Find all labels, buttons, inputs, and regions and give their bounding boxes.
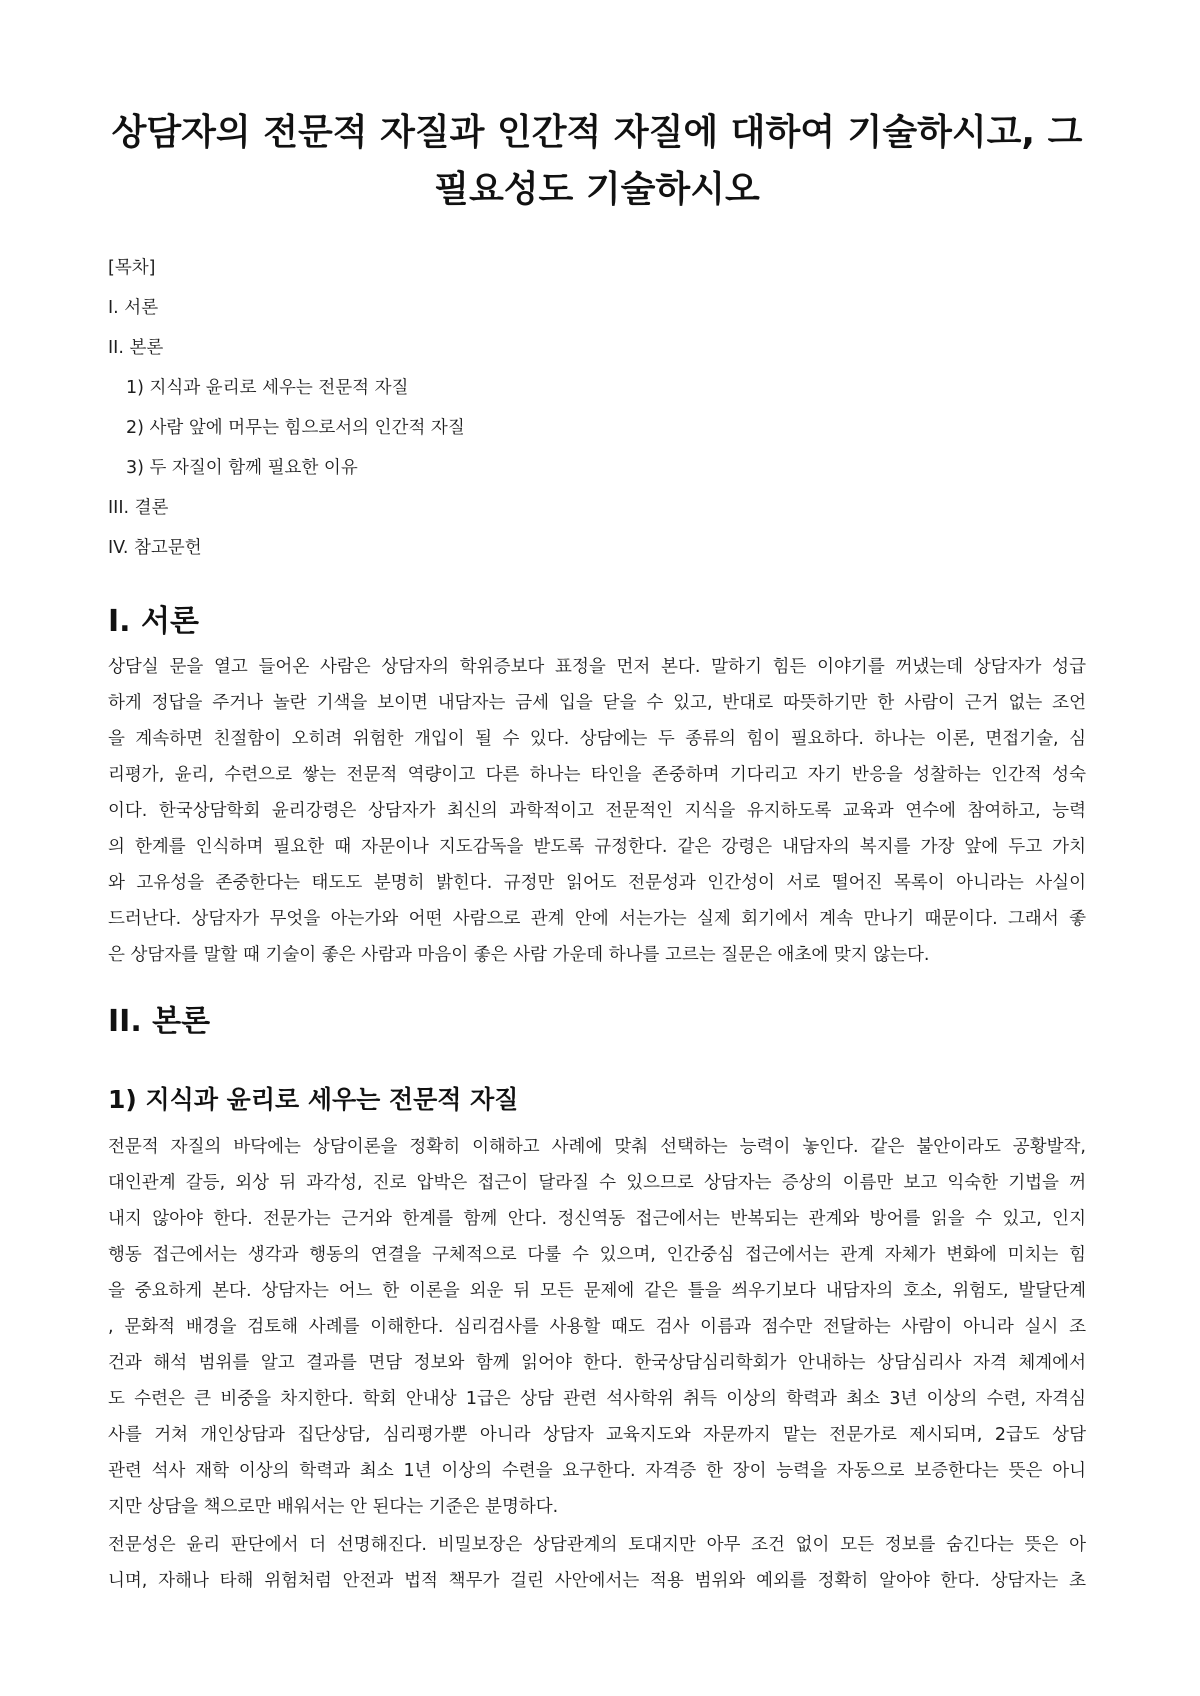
- paragraph: [108, 649, 1086, 973]
- toc-item: I. 서론: [108, 298, 159, 318]
- paragraph-line: 전문성은 윤리 판단에서 더 선명해진다. 비밀보장은 상담관계의 토대지만 아무 조건 없이 모든 정보를 숨긴다는 뜻은 아: [108, 1535, 1086, 1555]
- toc-subitem: 3) 두 자질이 함께 필요한 이유: [126, 458, 358, 478]
- document-content: [0, 104, 1200, 1599]
- paragraph-line: 전문적 자질의 바닥에는 상담이론을 정확히 이해하고 사례에 맞춰 선택하는 능력이 놓인다. 같은 불안이라도 공황발작,: [108, 1137, 1086, 1157]
- toc-item: II. 본론: [108, 338, 164, 358]
- section-heading-introduction: I. 서론: [108, 604, 199, 639]
- page-title: [108, 104, 1086, 218]
- paragraph-line: 상담실 문을 열고 들어온 사람은 상담자의 학위증보다 표정을 먼저 본다. 말하기 힘든 이야기를 꺼냈는데 상담자가 성급: [108, 657, 1086, 677]
- paragraph-line: 은 상담자를 말할 때 기술이 좋은 사람과 마음이 좋은 사람 가운데 하나를 고르는 질문은 애초에 맞지 않는다.: [108, 945, 930, 965]
- toc-subitem: 2) 사람 앞에 머무는 힘으로서의 인간적 자질: [126, 418, 465, 438]
- paragraph-line: 도 수련은 큰 비중을 차지한다. 학회 안내상 1급은 상담 관련 석사학위 취득 이상의 학력과 최소 3년 이상의 수련, 자격심: [108, 1389, 1086, 1409]
- paragraph: [108, 1527, 1086, 1599]
- paragraph-line: 행동 접근에서는 생각과 행동의 연결을 구체적으로 다룰 수 있으며, 인간중심 접근에서는 관계 자체가 변화에 미치는 힘: [108, 1245, 1086, 1265]
- section-heading-body: II. 본론: [108, 1004, 211, 1039]
- paragraph-line: 건과 해석 범위를 알고 결과를 면담 정보와 함께 읽어야 한다. 한국상담심리학회가 안내하는 상담심리사 자격 체계에서: [108, 1353, 1086, 1373]
- paragraph: [108, 1129, 1086, 1525]
- paragraph-line: 이다. 한국상담학회 윤리강령은 상담자가 최신의 과학적이고 전문적인 지식을 유지하도록 교육과 연수에 참여하고, 능력: [108, 801, 1086, 821]
- paragraph-line: 사를 거쳐 개인상담과 집단상담, 심리평가뿐 아니라 상담자 교육지도와 자문까지 맡는 전문가로 제시되며, 2급도 상담: [108, 1425, 1086, 1445]
- paragraph-line: 드러난다. 상담자가 무엇을 아는가와 어떤 사람으로 관계 안에 서는가는 실제 회기에서 계속 만나기 때문이다. 그래서 좋: [108, 909, 1086, 929]
- paragraph-line: 하게 정답을 주거나 놀란 기색을 보이면 내담자는 금세 입을 닫을 수 있고, 반대로 따뜻하기만 한 사람이 근거 없는 조언: [108, 693, 1086, 713]
- toc-item: IV. 참고문헌: [108, 538, 202, 558]
- paragraph-line: 와 고유성을 존중한다는 태도도 분명히 밝힌다. 규정만 읽어도 전문성과 인간성이 서로 떨어진 목록이 아니라는 사실이: [108, 873, 1086, 893]
- paragraph-line: 리평가, 윤리, 수련으로 쌓는 전문적 역량이고 다른 하나는 타인을 존중하며 기다리고 자기 반응을 성찰하는 인간적 성숙: [108, 765, 1086, 785]
- paragraph-line: 내지 않아야 한다. 전문가는 근거와 한계를 함께 안다. 정신역동 접근에서는 반복되는 관계와 방어를 읽을 수 있고, 인지: [108, 1209, 1086, 1229]
- table-of-contents: [108, 248, 1086, 568]
- paragraph-line: 을 중요하게 본다. 상담자는 어느 한 이론을 외운 뒤 모든 문제에 같은 틀을 씌우기보다 내담자의 호소, 위험도, 발달단계: [108, 1281, 1086, 1301]
- subsection-heading: 1) 지식과 윤리로 세우는 전문적 자질: [108, 1085, 519, 1114]
- toc-item: III. 결론: [108, 498, 169, 518]
- paragraph-line: 의 한계를 인식하며 필요한 때 자문이나 지도감독을 받도록 규정한다. 같은 강령은 내담자의 복지를 가장 앞에 두고 가치: [108, 837, 1086, 857]
- paragraph-line: 니며, 자해나 타해 위험처럼 안전과 법적 책무가 걸린 사안에서는 적용 범위와 예외를 정확히 알아야 한다. 상담자는 초: [108, 1571, 1086, 1591]
- toc-label: [목차]: [108, 258, 156, 278]
- paragraph-line: 을 계속하면 친절함이 오히려 위험한 개입이 될 수 있다. 상담에는 두 종류의 힘이 필요하다. 하나는 이론, 면접기술, 심: [108, 729, 1086, 749]
- toc-subitem: 1) 지식과 윤리로 세우는 전문적 자질: [126, 378, 409, 398]
- paragraph-line: , 문화적 배경을 검토해 사례를 이해한다. 심리검사를 사용할 때도 검사 이름과 점수만 전달하는 사람이 아니라 실시 조: [108, 1317, 1086, 1337]
- page-title-line: 상담자의 전문적 자질과 인간적 자질에 대하여 기술하시고, 그: [111, 112, 1083, 153]
- paragraph-line: 대인관계 갈등, 외상 뒤 과각성, 진로 압박은 접근이 달라질 수 있으므로 상담자는 증상의 이름만 보고 익숙한 기법을 꺼: [108, 1173, 1086, 1193]
- paragraph-line: 관련 석사 재학 이상의 학력과 최소 1년 이상의 수련을 요구한다. 자격증 한 장이 능력을 자동으로 보증한다는 뜻은 아니: [108, 1461, 1086, 1481]
- paragraph-line: 지만 상담을 책으로만 배워서는 안 된다는 기준은 분명하다.: [108, 1497, 559, 1517]
- page-title-line: 필요성도 기술하시오: [434, 169, 760, 210]
